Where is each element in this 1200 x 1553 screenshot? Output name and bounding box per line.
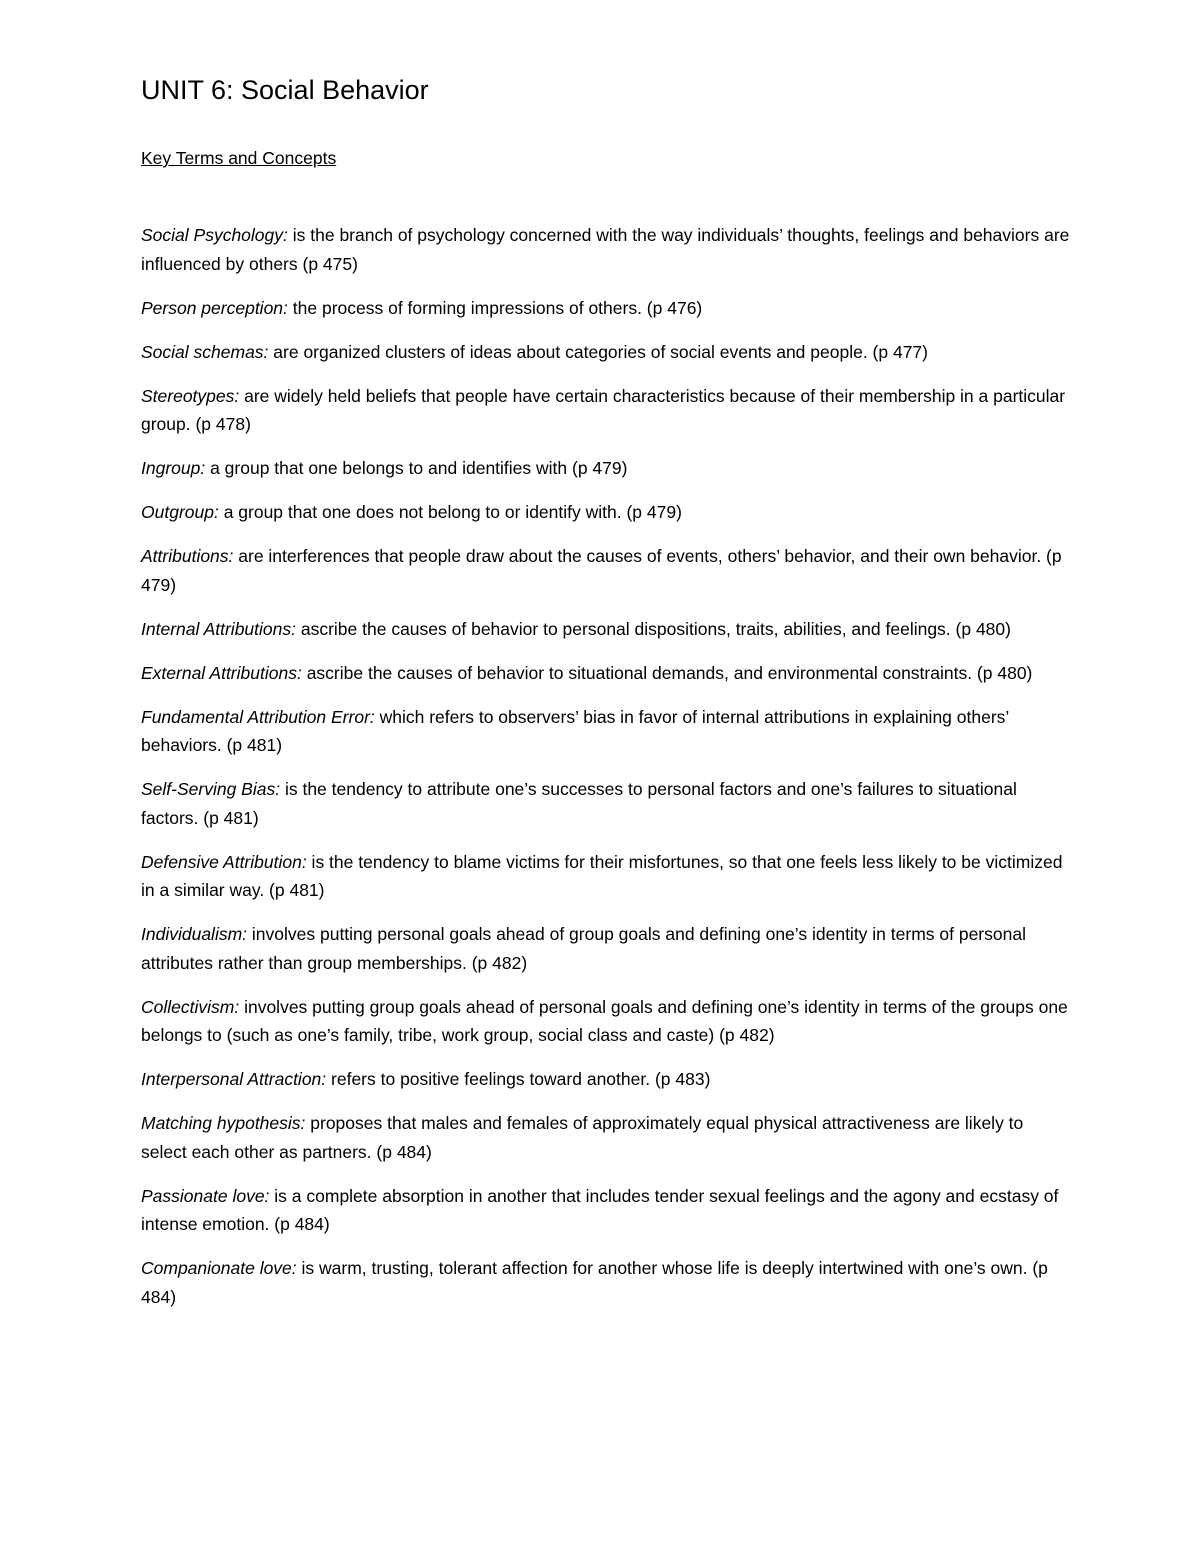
term-definition: are interferences that people draw about the causes of events, others’ behavior, and their own behavior. (p 479) bbox=[141, 546, 1062, 595]
term-name: Collectivism: bbox=[141, 996, 240, 1017]
term-entry bbox=[141, 338, 1071, 367]
term-entry bbox=[141, 1254, 1071, 1311]
term-definition: a group that one does not belong to or identify with. (p 479) bbox=[218, 502, 682, 522]
term-definition: a group that one belongs to and identifies with (p 479) bbox=[205, 458, 628, 478]
term-name: Fundamental Attribution Error: bbox=[141, 706, 375, 727]
term-entry bbox=[141, 221, 1071, 278]
term-entry bbox=[141, 1182, 1071, 1239]
term-definition: is warm, trusting, tolerant affection for another whose life is deeply intertwined with one’s own. (p 484) bbox=[141, 1258, 1048, 1307]
term-entry bbox=[141, 542, 1071, 599]
term-name: External Attributions: bbox=[141, 662, 302, 683]
term-definition: are organized clusters of ideas about categories of social events and people. (p 477) bbox=[268, 341, 928, 362]
term-name: Outgroup: bbox=[141, 502, 219, 522]
document-content bbox=[141, 72, 1071, 1327]
term-name: Matching hypothesis: bbox=[141, 1113, 306, 1133]
term-name: Companionate love: bbox=[141, 1258, 297, 1278]
term-entry bbox=[141, 703, 1071, 760]
term-definition: is the tendency to blame victims for their misfortunes, so that one feels less likely to be victimized in a similar way. (p 481) bbox=[141, 851, 1063, 900]
term-definition: which refers to observers’ bias in favor of internal attributions in explaining others’ behaviors. (p 481) bbox=[141, 706, 1009, 755]
term-entry bbox=[141, 1109, 1071, 1166]
term-name: Internal Attributions: bbox=[141, 618, 296, 639]
term-name: Passionate love: bbox=[141, 1185, 270, 1206]
section-subheading: Key Terms and Concepts bbox=[141, 148, 337, 168]
term-name: Individualism: bbox=[141, 924, 248, 944]
term-definition: is a complete absorption in another that includes tender sexual feelings and the agony and ecstasy of intense emotion. (p 484) bbox=[141, 1185, 1059, 1234]
term-name: Attributions: bbox=[141, 546, 234, 566]
term-entry bbox=[141, 454, 1071, 483]
term-definition: is the tendency to attribute one’s successes to personal factors and one’s failures to situational factors. (p 481) bbox=[141, 779, 1017, 828]
term-definition: involves putting group goals ahead of personal goals and defining one’s identity in terms of the groups one belongs to (such as one’s family, tribe, work group, social class and caste) (p 482) bbox=[141, 996, 1068, 1045]
term-name: Self-Serving Bias: bbox=[141, 779, 281, 799]
term-name: Interpersonal Attraction: bbox=[141, 1069, 327, 1089]
term-entry bbox=[141, 993, 1071, 1050]
term-definition: ascribe the causes of behavior to personal dispositions, traits, abilities, and feelings. (p 480) bbox=[296, 618, 1011, 639]
term-name: Defensive Attribution: bbox=[141, 851, 307, 872]
term-definition: involves putting personal goals ahead of group goals and defining one’s identity in terms of personal attributes rather than group memberships. (p 482) bbox=[141, 924, 1026, 973]
term-entry bbox=[141, 920, 1071, 977]
term-definition: ascribe the causes of behavior to situational demands, and environmental constraints. (p 480) bbox=[301, 662, 1033, 683]
term-entry bbox=[141, 615, 1071, 644]
term-definition: proposes that males and females of approximately equal physical attractiveness are likely to select each other as partners. (p 484) bbox=[141, 1113, 1024, 1162]
terms-list bbox=[141, 221, 1071, 1311]
term-name: Ingroup: bbox=[141, 458, 206, 478]
term-name: Social Psychology: bbox=[141, 225, 288, 245]
term-name: Person perception: bbox=[141, 297, 288, 318]
term-entry bbox=[141, 498, 1071, 527]
term-name: Stereotypes: bbox=[141, 385, 240, 406]
term-entry bbox=[141, 382, 1071, 439]
term-entry bbox=[141, 775, 1071, 832]
term-definition: is the branch of psychology concerned with the way individuals’ thoughts, feelings and behaviors are influenced by others (p 475) bbox=[141, 225, 1070, 274]
page-title: UNIT 6: Social Behavior bbox=[141, 75, 429, 105]
term-definition: the process of forming impressions of others. (p 476) bbox=[287, 297, 703, 318]
term-entry bbox=[141, 1065, 1071, 1094]
term-entry bbox=[141, 848, 1071, 905]
term-entry bbox=[141, 294, 1071, 323]
term-entry bbox=[141, 659, 1071, 688]
term-definition: refers to positive feelings toward another. (p 483) bbox=[326, 1069, 711, 1089]
term-name: Social schemas: bbox=[141, 341, 269, 362]
term-definition: are widely held beliefs that people have certain characteristics because of their membership in a particular group. (p 478) bbox=[141, 385, 1066, 434]
